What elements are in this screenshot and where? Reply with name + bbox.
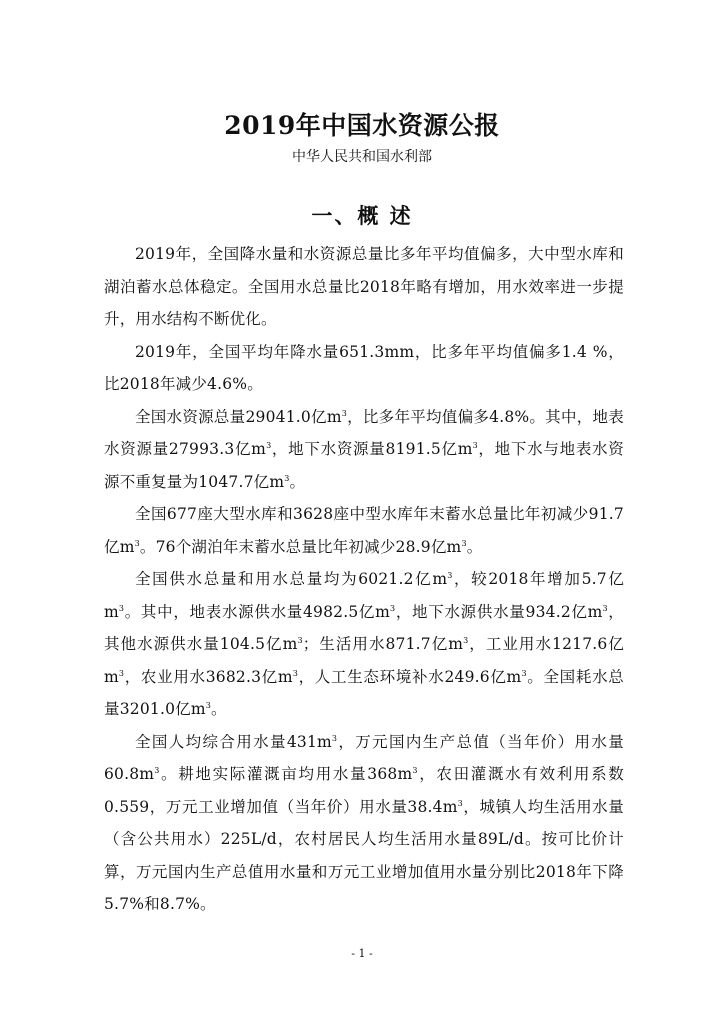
text-segment: 。全国耗水总量3201.0亿m — [104, 667, 624, 718]
unit-superscript: 3 — [297, 636, 303, 645]
text-segment: ，工业用水1217.6亿m — [104, 635, 624, 686]
text-segment: ，城镇人均生活用水量（含公共用水）225L/d，农村居民人均生活用水量89L/d。按可比价计算，万元国内生产总值用水量和万元工业增加值用水量分别比2018年下降5.7%和8.7%。 — [104, 797, 624, 913]
unit-superscript: 3 — [134, 538, 140, 548]
unit-superscript: 3 — [118, 603, 125, 613]
overview-body — [104, 238, 624, 921]
unit-superscript: 3 — [331, 733, 338, 743]
text-segment: 全国供水总量和用水总量均为6021.2亿m — [135, 570, 448, 588]
unit-superscript: 3 — [412, 766, 418, 775]
text-segment: 。76个湖泊年末蓄水总量比年初减少28.9亿m — [139, 537, 462, 556]
text-segment: ，比多年平均值偏多4.8%。其中，地表水资源量27993.3亿m — [104, 407, 625, 458]
unit-superscript: 3 — [284, 473, 290, 483]
section-heading-overview: 一、概 述 — [311, 203, 413, 228]
report-title: 2019年中国水资源公报 — [224, 111, 500, 140]
text-segment: ，其他水源供水量104.5亿m — [104, 602, 625, 653]
unit-superscript: 3 — [463, 636, 469, 645]
unit-superscript: 3 — [341, 408, 348, 418]
unit-superscript: 3 — [390, 603, 396, 613]
text-segment: 全国人均综合用水量431m — [135, 732, 332, 751]
unit-superscript: 3 — [118, 668, 125, 678]
text-segment: 。 — [289, 472, 306, 491]
text-segment: ，地下水与地表水资源不重复量为1047.7亿m — [104, 440, 624, 491]
text-segment: ；生活用水871.7亿m — [302, 635, 464, 653]
paragraph-water-supply-use — [104, 563, 624, 726]
text-segment: 。 — [466, 537, 483, 556]
issuing-ministry: 中华人民共和国水利部 — [292, 149, 432, 165]
text-segment: ，人工生态环境补水249.6亿m — [298, 667, 522, 686]
text-segment: ，较2018年增加5.7亿m — [104, 570, 624, 621]
unit-superscript: 3 — [154, 766, 160, 775]
text-segment: ，万元国内生产总值（当年价）用水量60.8m — [104, 732, 625, 783]
text-segment: ，农田灌溉水有效利用系数0.559，万元工业增加值（当年价）用水量38.4m — [104, 765, 625, 816]
paragraph-summary: 2019年，全国降水量和水资源总量比多年平均值偏多，大中型水库和湖泊蓄水总体稳定。全国用水总量比2018年略有增加，用水效率进一步提升，用水结构不断优化。 — [104, 245, 624, 328]
unit-superscript: 3 — [266, 441, 272, 450]
paragraph-reservoir-storage — [104, 498, 624, 563]
paragraph-water-resources — [104, 401, 624, 499]
text-segment: ，农业用水3682.3亿m — [124, 667, 293, 686]
text-segment: ，地下水源供水量934.2亿m — [395, 602, 603, 621]
unit-superscript: 3 — [447, 571, 453, 580]
text-segment: 。 — [211, 700, 227, 718]
text-segment: 。耕地实际灌溉亩均用水量368m — [159, 765, 413, 783]
unit-superscript: 3 — [457, 798, 463, 808]
unit-superscript: 3 — [472, 441, 478, 450]
unit-superscript: 3 — [292, 668, 299, 678]
text-segment: ，地下水资源量8191.5亿m — [271, 440, 473, 458]
page-number: - 1 - — [351, 947, 373, 960]
unit-superscript: 3 — [602, 603, 608, 613]
paragraph-precipitation: 2019年，全国平均年降水量651.3mm，比多年平均值偏多1.4 %，比2018年减少4.6%。 — [104, 342, 624, 393]
text-segment: 。其中，地表水源供水量4982.5亿m — [124, 602, 391, 621]
text-segment: 全国677座大型水库和3628座中型水库年末蓄水总量比年初减少91.7亿m — [104, 505, 624, 556]
unit-superscript: 3 — [461, 538, 467, 548]
unit-superscript: 3 — [205, 701, 212, 710]
paragraph-water-efficiency — [104, 726, 624, 921]
text-segment: 全国水资源总量29041.0亿m — [135, 407, 342, 426]
unit-superscript: 3 — [521, 668, 527, 678]
